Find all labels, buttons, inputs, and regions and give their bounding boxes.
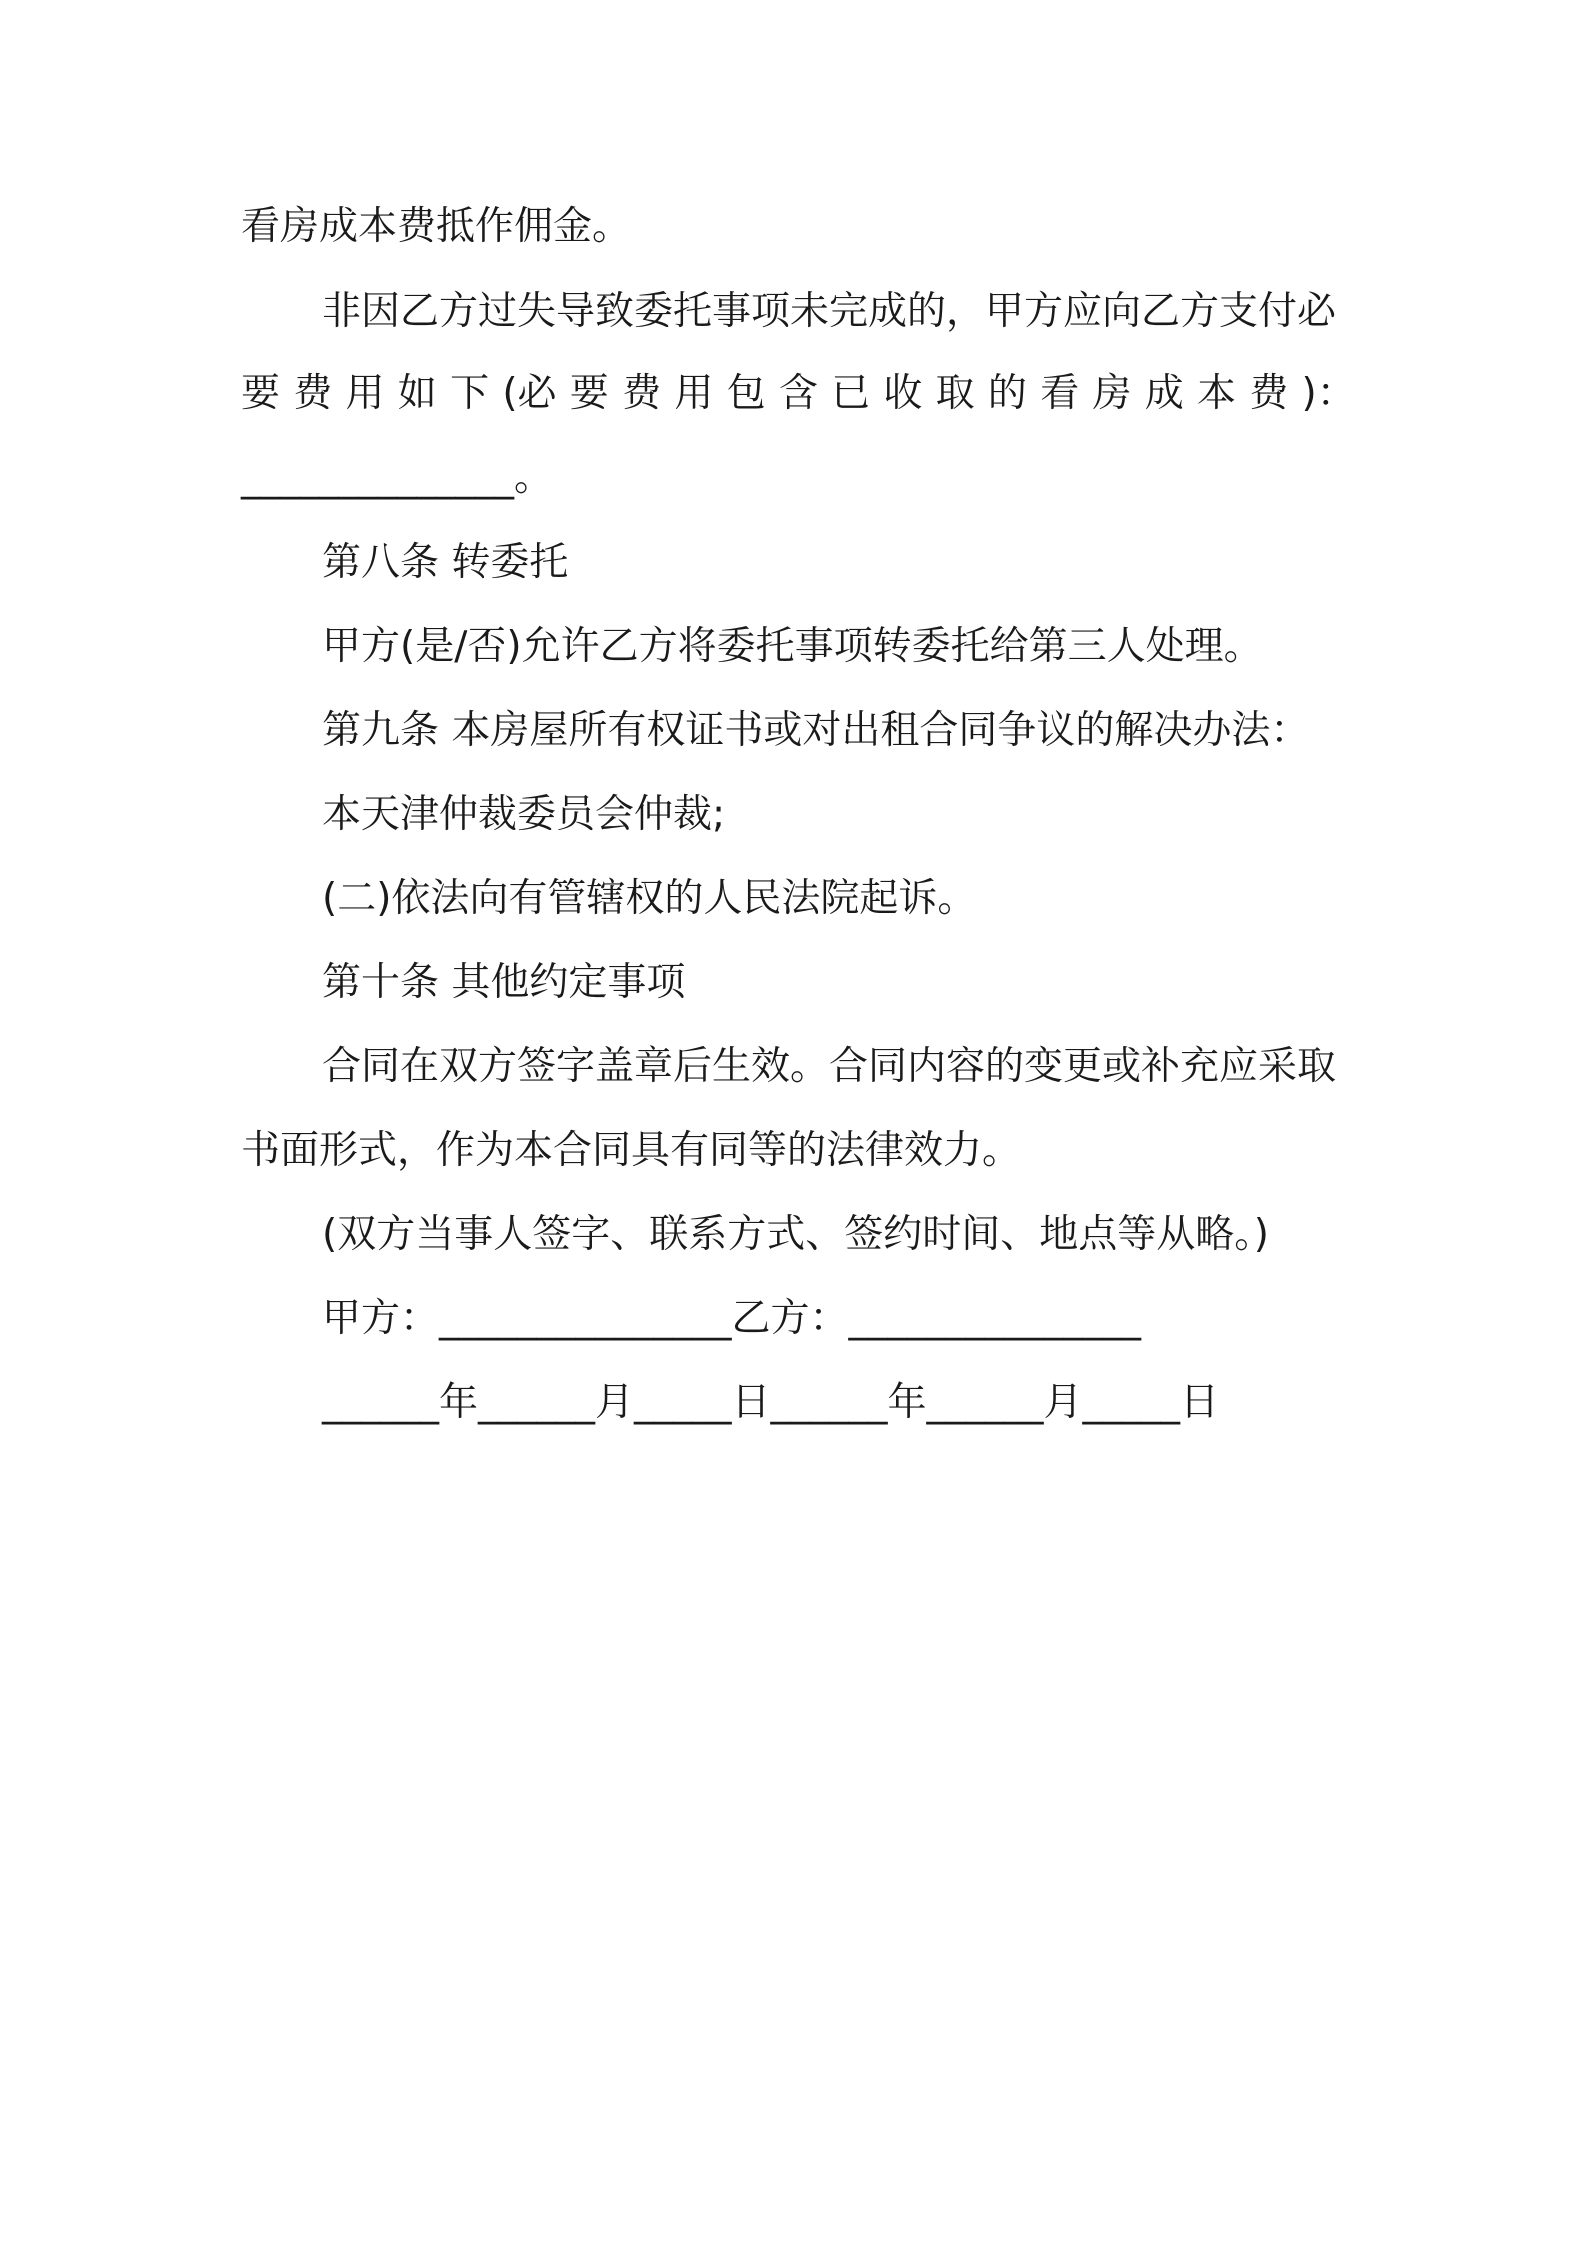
spread-char: 收: [883, 371, 923, 416]
spread-char: 用: [674, 371, 714, 416]
spread-char: 如: [397, 371, 437, 416]
paragraph-line-1: 看房成本费抵作佣金。: [241, 204, 632, 249]
fee-blank-line: ______________。: [241, 455, 554, 500]
paragraph-line-2: 非因乙方过失导致委托事项未完成的，甲方应向乙方支付必: [322, 289, 1337, 334]
article-8-text: 甲方(是/否)允许乙方将委托事项转委托给第三人处理。: [322, 624, 1263, 669]
spread-char: (必: [502, 371, 557, 416]
spread-char: 看: [1040, 371, 1080, 416]
paragraph-line-3: [241, 371, 1356, 416]
spread-char: 成: [1144, 371, 1184, 416]
spread-char: 房: [1092, 371, 1132, 416]
spread-char: 费: [293, 371, 333, 416]
article-8-heading: 第八条 转委托: [322, 540, 569, 585]
spread-char: 包: [726, 371, 766, 416]
article-9-heading: 第九条 本房屋所有权证书或对出租合同争议的解决办法：: [322, 708, 1310, 753]
article-10-heading: 第十条 其他约定事项: [322, 960, 686, 1005]
spread-char: 要: [241, 371, 281, 416]
spread-char: 要: [569, 371, 609, 416]
spread-char: )：: [1301, 371, 1356, 416]
article-10-text-line-2: 书面形式，作为本合同具有同等的法律效力。: [241, 1128, 1022, 1173]
article-10-text-line-1: 合同在双方签字盖章后生效。合同内容的变更或补充应采取: [322, 1044, 1337, 1089]
spread-char: 含: [778, 371, 818, 416]
spread-char: 的: [987, 371, 1027, 416]
spread-char: 本: [1196, 371, 1236, 416]
signature-note: (双方当事人签字、联系方式、签约时间、地点等从略。): [322, 1212, 1269, 1257]
spread-char: 取: [935, 371, 975, 416]
date-line: ______年______月_____日______年______月_____日: [322, 1380, 1219, 1425]
spread-char: 已: [831, 371, 871, 416]
spread-char: 下: [450, 371, 490, 416]
party-signature-line: 甲方：_______________乙方：_______________: [322, 1296, 1142, 1341]
spread-char: 费: [622, 371, 662, 416]
spread-char: 费: [1249, 371, 1289, 416]
article-9-option-2: (二)依法向有管辖权的人民法院起诉。: [322, 876, 977, 921]
article-9-option-1: 本天津仲裁委员会仲裁;: [322, 792, 726, 837]
spread-char: 用: [345, 371, 385, 416]
